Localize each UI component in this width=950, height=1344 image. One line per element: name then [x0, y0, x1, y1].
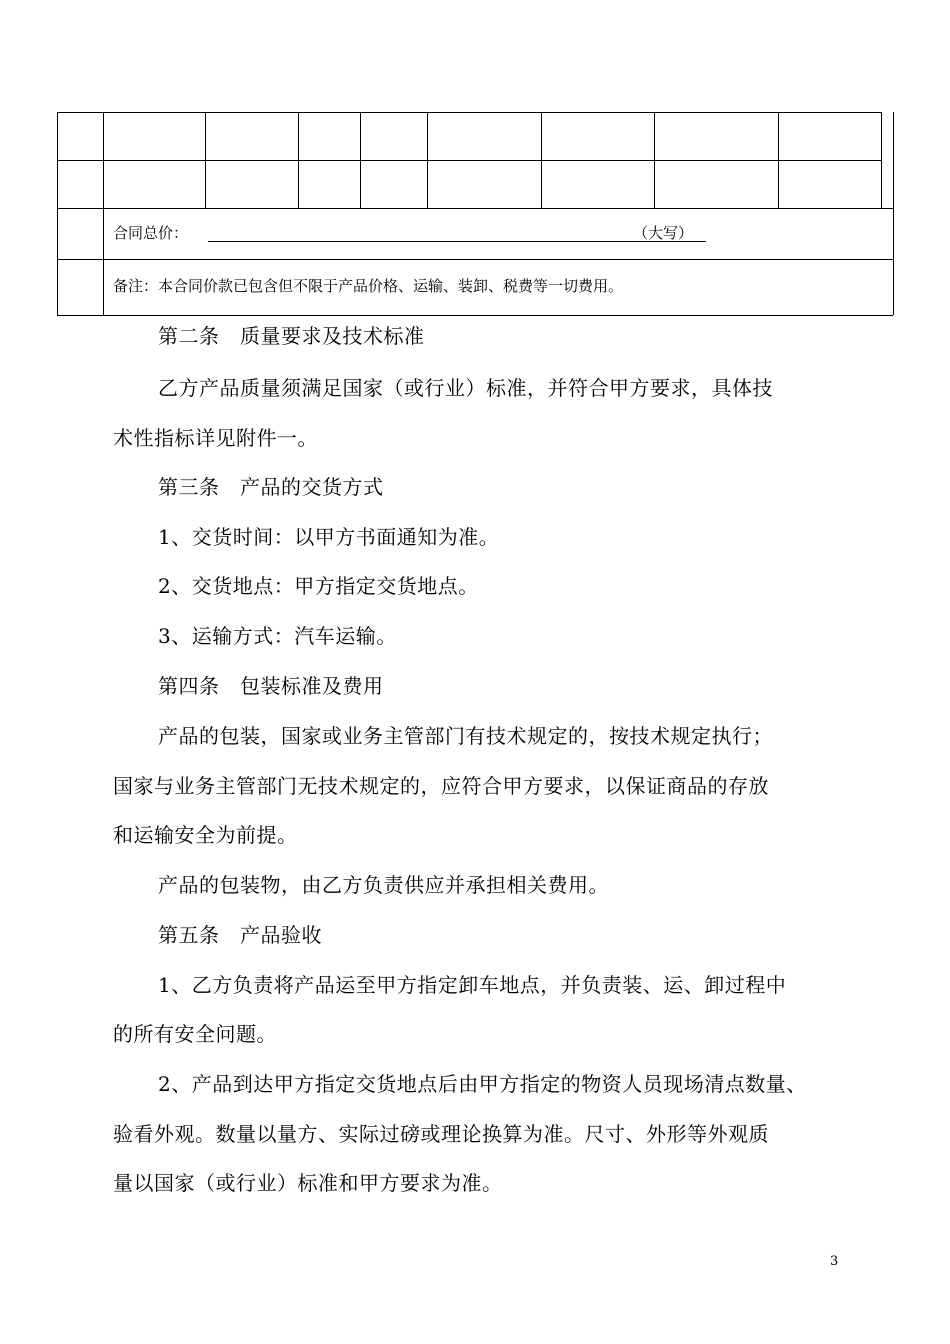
paragraph-line: 3、运输方式：汽车运输。: [158, 624, 397, 648]
section-heading: 第三条 产品的交货方式: [158, 475, 384, 499]
table-line: [57, 112, 58, 315]
paragraph-line: 验看外观。数量以量方、实际过磅或理论换算为准。尺寸、外形等外观质: [113, 1122, 769, 1146]
table-line: [881, 112, 882, 208]
paragraph-line: 乙方产品质量须满足国家（或行业）标准，并符合甲方要求，具体技: [158, 376, 773, 400]
total-price-field[interactable]: [208, 241, 706, 242]
section-heading: 第四条 包装标准及费用: [158, 674, 384, 698]
total-price-label: 合同总价：: [113, 224, 189, 242]
section-heading: 第二条 质量要求及技术标准: [158, 324, 425, 348]
table-line: [778, 112, 779, 208]
paragraph-line: 的所有安全问题。: [113, 1022, 277, 1046]
table-line: [103, 112, 104, 315]
table-line: [57, 112, 882, 113]
table-line: [893, 112, 894, 208]
table-line: [360, 112, 361, 208]
paragraph-line: 2、交货地点：甲方指定交货地点。: [158, 574, 479, 598]
paragraph-line: 和运输安全为前提。: [113, 823, 298, 847]
table-line: [57, 160, 882, 161]
table-line: [541, 112, 542, 208]
paragraph-line: 国家与业务主管部门无技术规定的，应符合甲方要求，以保证商品的存放: [113, 774, 769, 798]
paragraph-line: 2、产品到达甲方指定交货地点后由甲方指定的物资人员现场清点数量、: [158, 1072, 807, 1096]
paragraph-line: 产品的包装，国家或业务主管部门有技术规定的，按技术规定执行；: [158, 724, 773, 748]
section-heading: 第五条 产品验收: [158, 923, 322, 947]
table-line: [57, 315, 893, 316]
paragraph-line: 1、乙方负责将产品运至甲方指定卸车地点，并负责装、运、卸过程中: [158, 973, 787, 997]
paragraph-line: 量以国家（或行业）标准和甲方要求为准。: [113, 1171, 503, 1195]
daxie-label: （大写）: [633, 224, 694, 242]
remark-text: 备注：本合同价款已包含但不限于产品价格、运输、装卸、税费等一切费用。: [113, 277, 624, 295]
table-line: [427, 112, 428, 208]
table-line: [205, 112, 206, 208]
table-line: [893, 208, 894, 315]
page-number: 3: [830, 1254, 839, 1269]
paragraph-line: 1、交货时间：以甲方书面通知为准。: [158, 525, 500, 549]
paragraph-line: 术性指标详见附件一。: [113, 426, 318, 450]
table-line: [57, 259, 893, 260]
table-line: [654, 112, 655, 208]
table-line: [298, 112, 299, 208]
paragraph-line: 产品的包装物，由乙方负责供应并承担相关费用。: [158, 873, 609, 897]
table-line: [57, 208, 893, 209]
